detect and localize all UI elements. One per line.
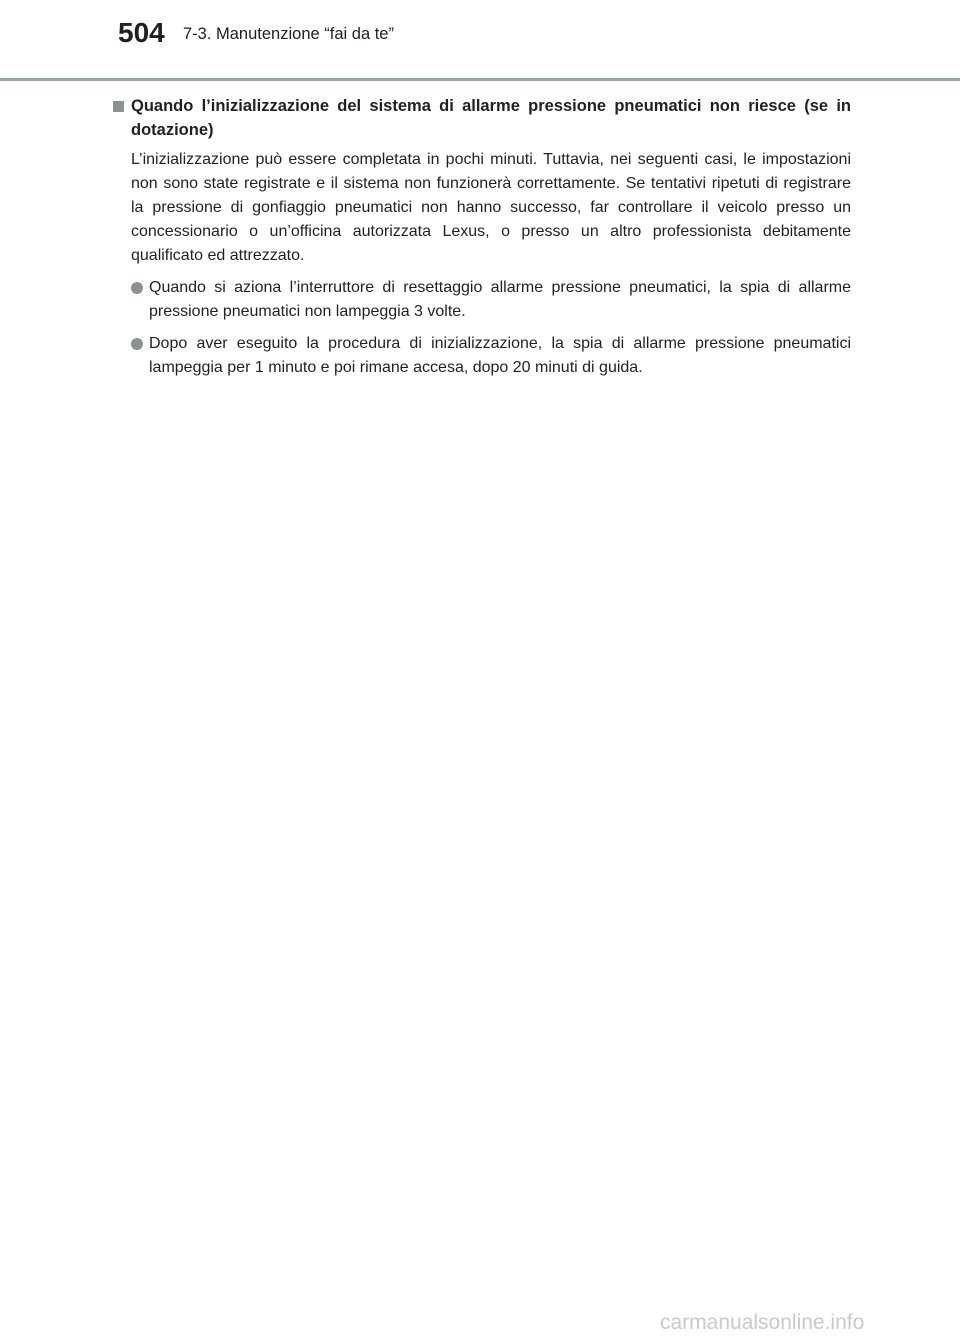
list-item-text: Dopo aver eseguito la procedura di inizializzazione, la spia di allarme pressione pneumatici lampeggia per 1 minuto e poi rimane accesa, dopo 20 minuti di guida. <box>149 335 851 376</box>
subsection-heading-text: Quando l’inizializzazione del sistema di allarme pressione pneumatici non riesce (se in dotazione) <box>131 97 851 139</box>
watermark-text: carmanualsonline.info <box>660 1311 865 1334</box>
bullet-list <box>113 276 851 380</box>
page-header <box>0 0 960 80</box>
list-item <box>113 332 851 380</box>
subsection-heading <box>113 94 851 142</box>
main-content <box>113 94 851 388</box>
header-divider <box>0 78 960 81</box>
square-bullet-icon <box>113 101 124 112</box>
section-title: 7-3. Manutenzione “fai da te” <box>183 25 394 43</box>
round-bullet-icon <box>131 338 143 350</box>
page-number: 504 <box>118 17 165 48</box>
list-item <box>113 276 851 324</box>
list-item-text: Quando si aziona l’interruttore di resettaggio allarme pressione pneumatici, la spia di allarme pressione pneumatici non lampeggia 3 volte. <box>149 279 851 320</box>
round-bullet-icon <box>131 282 143 294</box>
body-paragraph: L’inizializzazione può essere completata in pochi minuti. Tuttavia, nei seguenti casi, le impostazioni non sono state registrate e il sistema non funzionerà correttamente. Se tentativi ripetuti di registrare la pressione di gonfiaggio pneumatici non hanno successo, far controllare il veicolo presso un concessionario o un’officina autorizzata Lexus, o presso un altro professionista debitamente qualificato ed attrezzato. <box>131 151 851 264</box>
